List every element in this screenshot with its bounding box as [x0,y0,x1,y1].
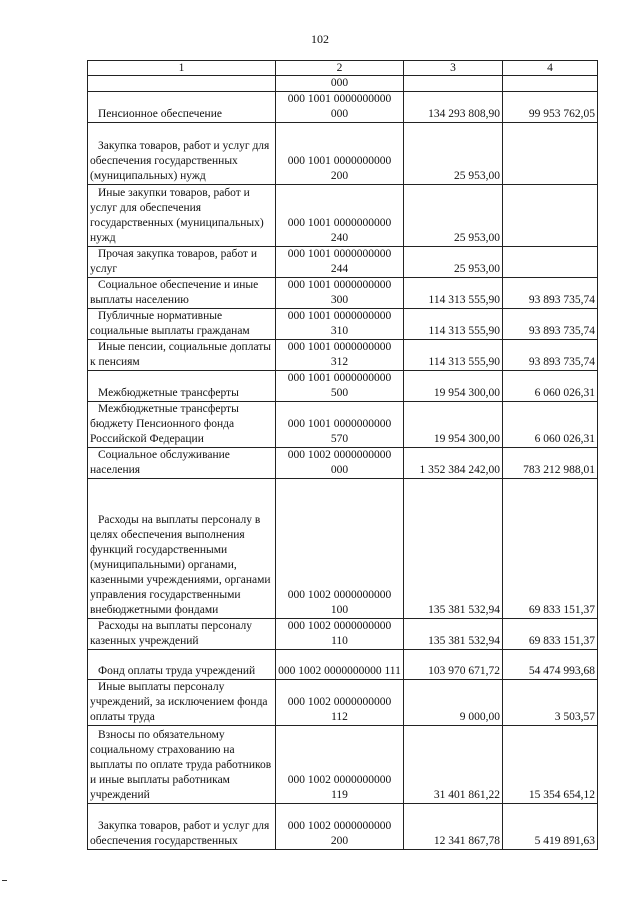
row-name [88,247,276,278]
column-header-3: 3 [404,61,503,76]
row-value-3: 9 000,00 [404,680,503,726]
row-name-text: Расходы на выплаты персоналу казенных учреждений [90,620,252,647]
row-value-3: 1 352 384 242,00 [404,448,503,479]
row-value-4: 15 354 654,12 [503,726,598,804]
row-name [88,402,276,448]
row-code: 000 1001 0000000000 244 [276,247,404,278]
row-value-4 [503,123,598,185]
row-name [88,479,276,619]
continuation-value-3 [404,76,503,92]
row-value-3: 19 954 300,00 [404,402,503,448]
row-value-4: 93 893 735,74 [503,278,598,309]
row-code: 000 1002 0000000000 110 [276,619,404,650]
margin-mark [2,880,7,881]
table-row [88,278,598,309]
row-value-4: 99 953 762,05 [503,92,598,123]
row-name [88,278,276,309]
table-row [88,92,598,123]
row-code: 000 1002 0000000000 111 [276,650,404,680]
row-name [88,92,276,123]
row-name [88,680,276,726]
table-row [88,340,598,371]
row-value-4: 93 893 735,74 [503,309,598,340]
table-row [88,448,598,479]
row-name-text: Закупка товаров, работ и услуг для обеспечения государственных [90,820,270,847]
row-code: 000 1002 0000000000 119 [276,726,404,804]
continuation-value-4 [503,76,598,92]
row-value-3: 135 381 532,94 [404,619,503,650]
row-name [88,726,276,804]
row-value-4: 69 833 151,37 [503,619,598,650]
row-name-text: Прочая закупка товаров, работ и услуг [90,248,257,275]
row-name [88,309,276,340]
table-row [88,804,598,850]
row-name-text: Публичные нормативные социальные выплаты гражданам [90,310,250,337]
row-code: 000 1001 0000000000 312 [276,340,404,371]
row-name [88,804,276,850]
table-row [88,247,598,278]
row-value-4 [503,185,598,247]
row-value-4: 6 060 026,31 [503,402,598,448]
row-value-4: 69 833 151,37 [503,479,598,619]
row-code: 000 1002 0000000000 100 [276,479,404,619]
row-value-3: 103 970 671,72 [404,650,503,680]
row-code: 000 1001 0000000000 000 [276,92,404,123]
page-number: 102 [311,32,329,46]
row-value-3: 25 953,00 [404,247,503,278]
table-row [88,123,598,185]
row-name [88,650,276,680]
row-code: 000 1001 0000000000 310 [276,309,404,340]
row-value-4: 5 419 891,63 [503,804,598,850]
row-value-3: 134 293 808,90 [404,92,503,123]
row-value-3: 19 954 300,00 [404,371,503,402]
table-row [88,371,598,402]
row-name [88,448,276,479]
table-row [88,402,598,448]
row-name-text: Расходы на выплаты персоналу в целях обеспечения выполнения функций государственными (муниципальными) органами, казенными учреждениями, органами управления государственными внебюджетными фондами [90,514,271,616]
row-code: 000 1001 0000000000 240 [276,185,404,247]
row-code: 000 1001 0000000000 300 [276,278,404,309]
row-value-4: 6 060 026,31 [503,371,598,402]
row-value-3: 114 313 555,90 [404,278,503,309]
table-row [88,680,598,726]
row-name-text: Фонд оплаты труда учреждений [98,665,256,677]
row-code: 000 1002 0000000000 000 [276,448,404,479]
row-name-text: Межбюджетные трансферты бюджету Пенсионного фонда Российской Федерации [90,403,239,445]
column-header-2: 2 [276,61,404,76]
row-name [88,371,276,402]
table-row [88,650,598,680]
row-name-text: Иные выплаты персоналу учреждений, за исключением фонда оплаты труда [90,681,268,723]
row-name-text: Взносы по обязательному социальному страхованию на выплаты по оплате труда работников и иные выплаты работникам учреждений [90,729,272,801]
row-name-text: Социальное обслуживание населения [90,449,230,476]
row-value-3: 12 341 867,78 [404,804,503,850]
row-value-3: 114 313 555,90 [404,309,503,340]
table-row [88,726,598,804]
row-name [88,123,276,185]
row-name [88,619,276,650]
row-code: 000 1001 0000000000 500 [276,371,404,402]
column-header-1: 1 [88,61,276,76]
row-name-text: Иные закупки товаров, работ и услуг для обеспечения государственных (муниципальных) нужд [90,187,264,244]
continuation-name [88,76,276,92]
row-name-text: Социальное обеспечение и иные выплаты населению [90,279,259,306]
row-value-4: 93 893 735,74 [503,340,598,371]
column-header-4: 4 [503,61,598,76]
row-name-text: Иные пенсии, социальные доплаты к пенсиям [90,341,272,368]
row-name-text: Пенсионное обеспечение [98,108,222,120]
row-code: 000 1002 0000000000 200 [276,804,404,850]
row-value-3: 25 953,00 [404,185,503,247]
row-name-text: Закупка товаров, работ и услуг для обеспечения государственных (муниципальных) нужд [90,140,270,182]
column-number-row [88,61,598,76]
table-row [88,309,598,340]
table-row [88,479,598,619]
row-code: 000 1001 0000000000 200 [276,123,404,185]
row-name-text: Межбюджетные трансферты [98,387,239,399]
row-value-3: 135 381 532,94 [404,479,503,619]
row-value-3: 114 313 555,90 [404,340,503,371]
row-value-4 [503,247,598,278]
row-value-3: 25 953,00 [404,123,503,185]
row-name [88,185,276,247]
row-code: 000 1002 0000000000 112 [276,680,404,726]
table-row [88,185,598,247]
row-value-4: 783 212 988,01 [503,448,598,479]
continuation-row [88,76,598,92]
row-code: 000 1001 0000000000 570 [276,402,404,448]
continuation-code: 000 [276,76,404,92]
table-row [88,619,598,650]
row-value-3: 31 401 861,22 [404,726,503,804]
row-value-4: 54 474 993,68 [503,650,598,680]
row-name [88,340,276,371]
row-value-4: 3 503,57 [503,680,598,726]
budget-table [87,60,598,850]
